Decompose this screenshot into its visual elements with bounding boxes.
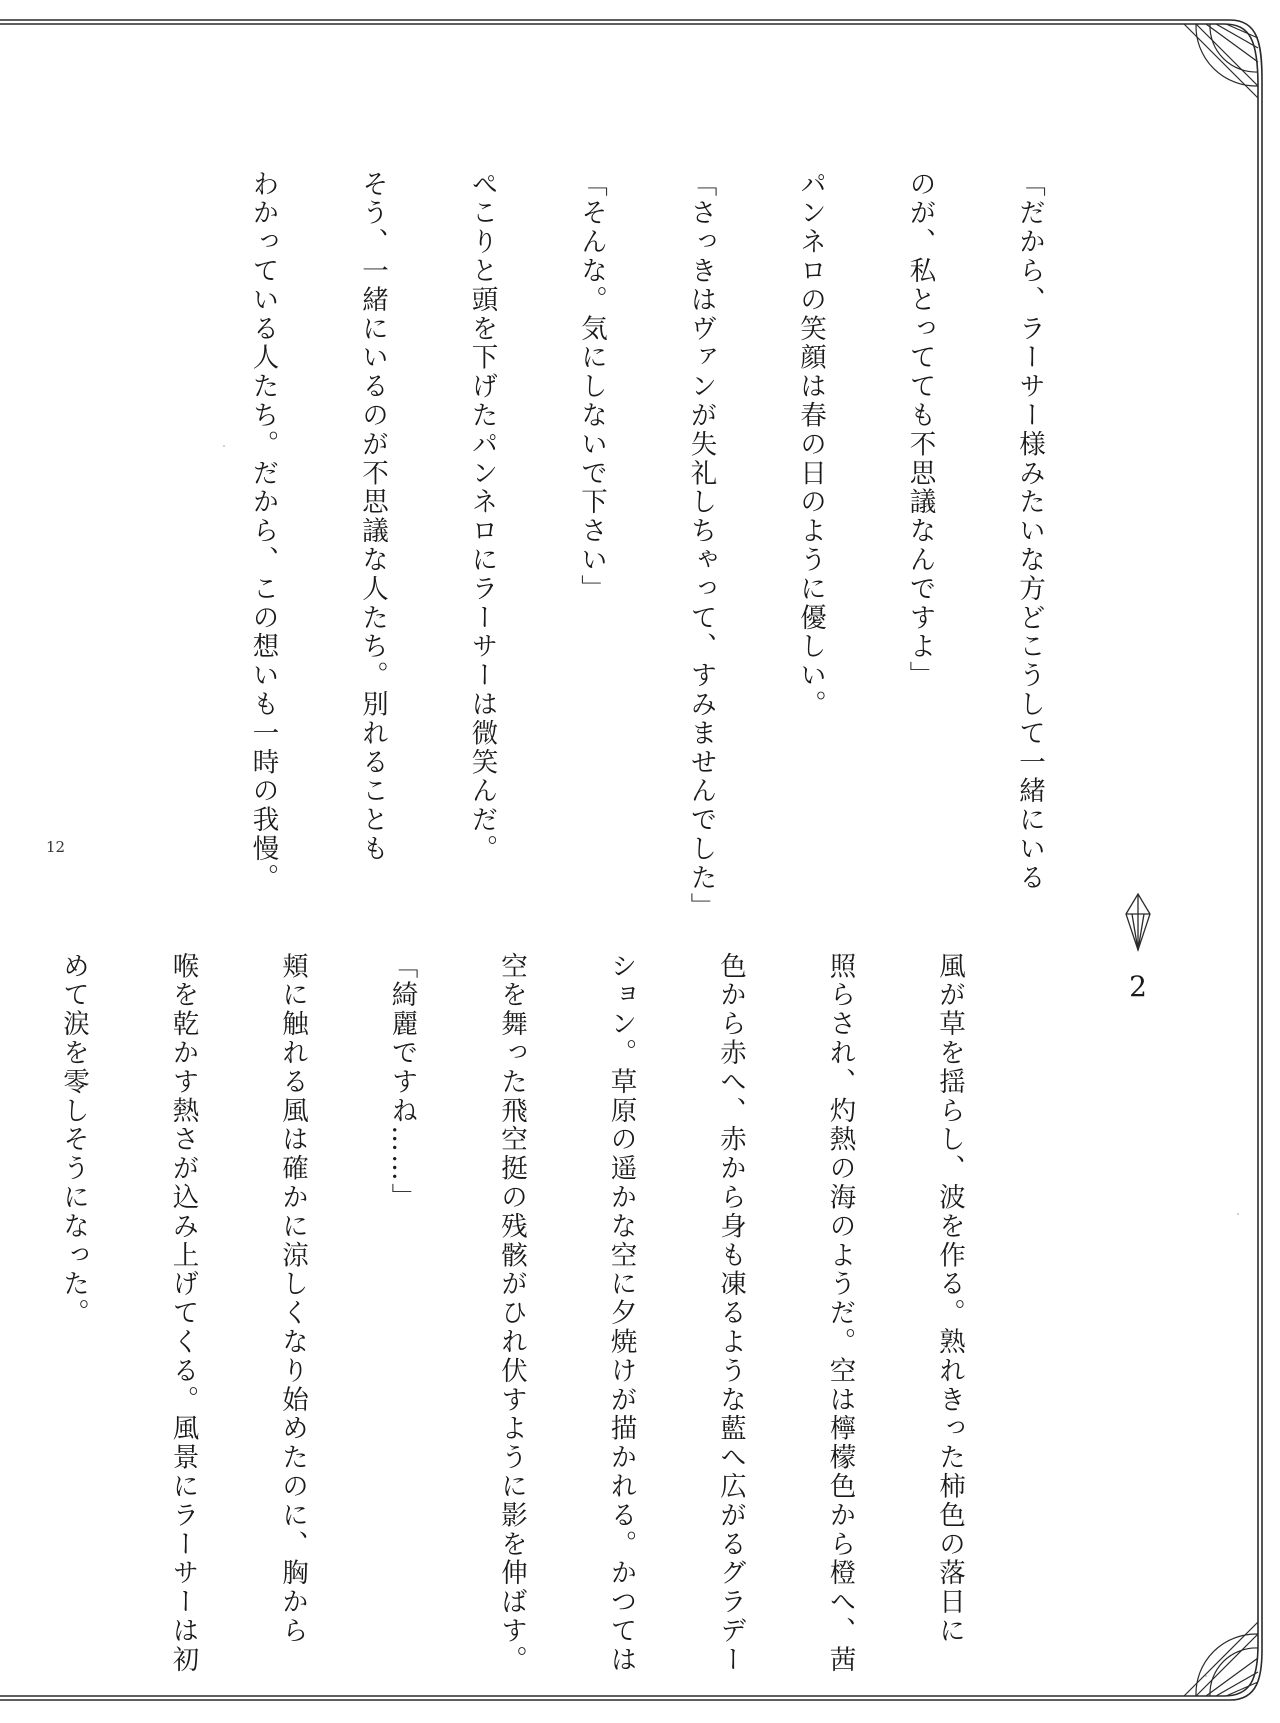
sunburst-fan-ornament-icon-bottom: [1184, 1622, 1258, 1696]
frame-corner-top-curl: [1224, 24, 1258, 86]
page-number: 12: [46, 838, 66, 856]
text-line: 頬に触れる風は確かに涼しくなり始めたのに、胸から: [277, 952, 308, 1646]
text-line: パンネロの笑顔は春の日のように優しい。: [795, 170, 826, 720]
text-line: 「だから、ラーサー様みたいな方どこうして一緒にいる: [1014, 170, 1045, 893]
upper-text-block: [247, 170, 1120, 922]
text-line: めて涙を零しそうになった。: [58, 952, 89, 1328]
chapter-number: 2: [1129, 970, 1147, 1003]
text-line: 照らされ、灼熱の海のようだ。空は檸檬色から橙へ、茜: [824, 952, 856, 1675]
sunburst-fan-ornament-icon: [1184, 24, 1258, 98]
crystal-diamond-ornament-icon: [1126, 894, 1150, 950]
text-line: 色から赤へ、赤から身も凍るような藍へ広がるグラデー: [715, 952, 746, 1675]
text-line: 「そんな。気にしないで下さい」: [576, 170, 607, 604]
text-line: ション。草原の遥かな空に夕焼けが描かれる。かつては: [605, 952, 637, 1675]
text-line: 風が草を揺らし、波を作る。熟れきった柿色の落日に: [934, 952, 965, 1646]
text-line: そう、一緒にいるのが不思議な人たち。別れることも: [357, 170, 388, 864]
text-line: 喉を乾かす熱さが込み上げてくる。風景にラーサーは初: [167, 952, 199, 1675]
text-line: 「綺麗ですね……」: [386, 952, 418, 1213]
text-line: 「さっきはヴァンが失礼しちゃって、すみませんでした」: [685, 170, 717, 922]
lower-text-block: [58, 952, 1040, 1675]
text-line: のが、私とってても不思議なんですよ」: [904, 170, 936, 691]
text-line: わかっている人たち。だから、この想いも一時の我慢。: [247, 170, 279, 893]
text-line: ぺこりと頭を下げたパンネロにラーサーは微笑んだ。: [466, 170, 498, 864]
text-line: 空を舞った飛空挺の残骸がひれ伏すように影を伸ばす。: [496, 952, 527, 1675]
